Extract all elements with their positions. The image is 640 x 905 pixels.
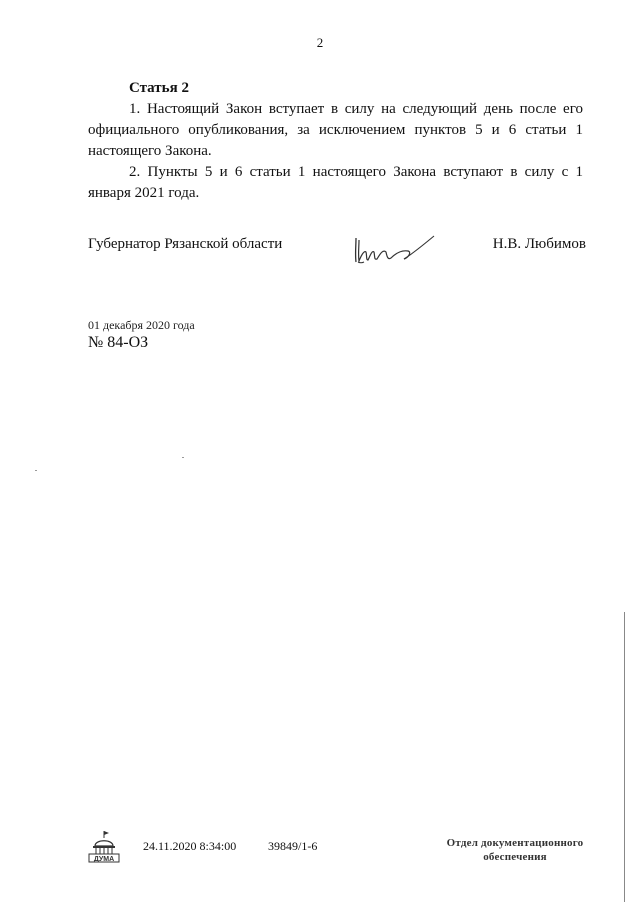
footer-department-line1: Отдел документационного — [446, 837, 584, 849]
governor-name: Н.В. Любимов — [492, 236, 586, 252]
article-title: Статья 2 — [129, 80, 189, 96]
article-paragraph-2: 2. Пункты 5 и 6 статьи 1 настоящего Закона вступают в силу с 1 января 2021 года. — [88, 164, 583, 201]
scan-speck — [35, 470, 37, 471]
duma-logo-text: ДУМА — [93, 856, 115, 863]
scan-speck — [182, 457, 184, 458]
governor-title: Губернатор Рязанской области — [88, 236, 283, 252]
scan-edge-line — [624, 612, 625, 902]
footer-datetime: 24.11.2020 8:34:00 — [143, 839, 237, 853]
article-paragraph-1: 1. Настоящий Закон вступает в силу на следующий день после его официального опубликования, за исключением пунктов 5 и 6 статьи 1 настоящего Закона. — [88, 101, 583, 159]
law-number: № 84-ОЗ — [88, 334, 149, 351]
signature-block — [88, 232, 586, 272]
page-number: 2 — [316, 35, 324, 50]
footer-department — [430, 836, 600, 864]
handwritten-signature — [350, 232, 440, 273]
footer-registration-number: 39849/1-6 — [268, 839, 318, 853]
footer-department-line2: обеспечения — [483, 851, 547, 863]
article-section — [88, 78, 583, 204]
law-date: 01 декабря 2020 года — [88, 318, 195, 332]
duma-logo-icon — [86, 830, 122, 869]
